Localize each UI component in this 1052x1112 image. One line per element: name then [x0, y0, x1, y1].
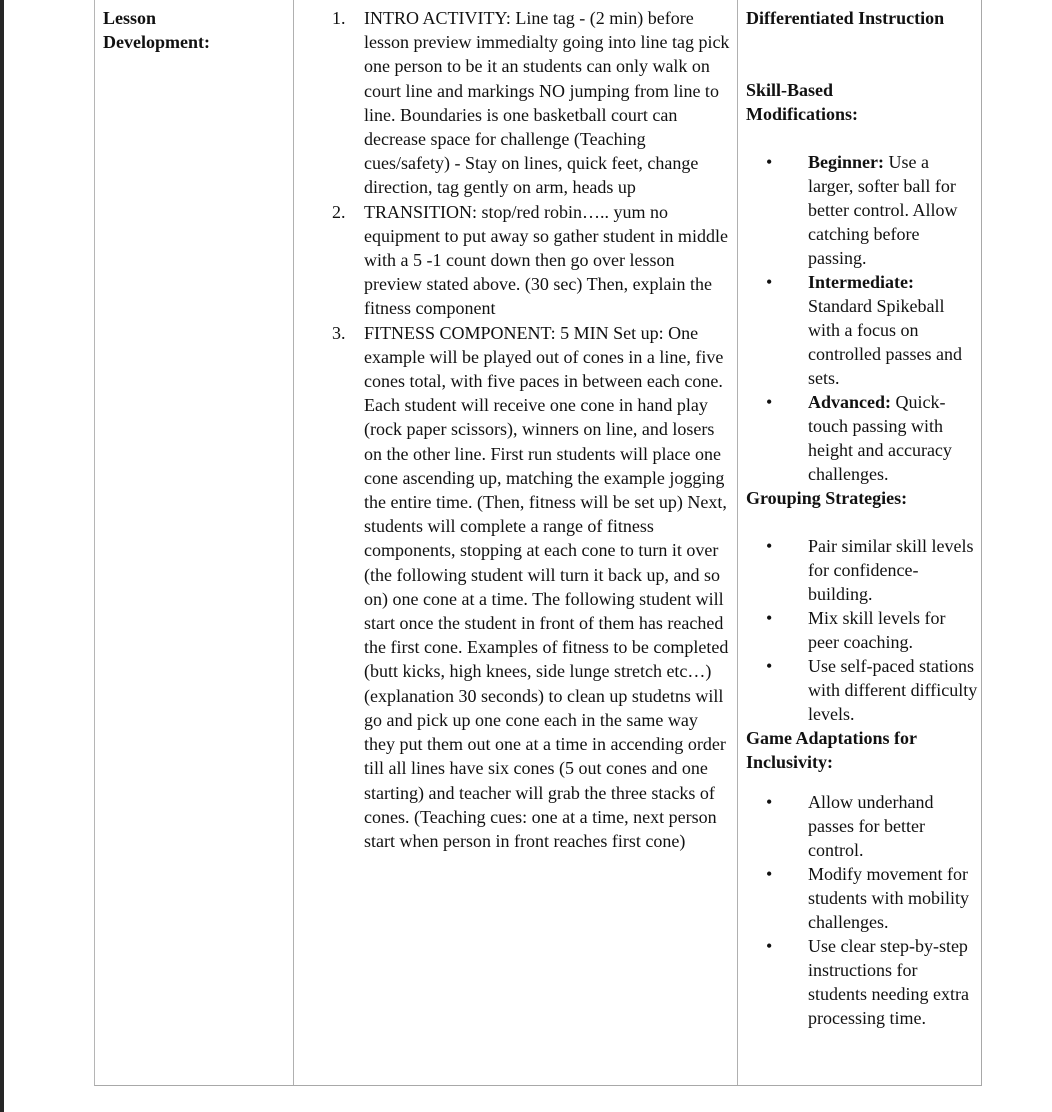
list-item [746, 790, 982, 862]
step-number: 3. [332, 322, 346, 343]
list-item [746, 862, 982, 934]
lesson-step [294, 321, 737, 853]
step-text: INTRO ACTIVITY: Line tag - (2 min) before lesson preview immedialty going into line tag pick one person to be it an students can only walk on court line and markings NO jumping from line to line. Boundaries is one basketball court can decrease space for challenge (Teaching cues/safety) - Stay on lines, quick feet, change direction, tag gently on arm, heads up [364, 8, 730, 198]
bullet-icon: • [766, 792, 773, 812]
lesson-steps-cell [294, 0, 738, 1085]
step-number: 2. [332, 201, 346, 222]
item-text: Mix skill levels for peer coaching. [808, 608, 946, 652]
skill-modifications-list [746, 150, 982, 486]
item-text: Quick-touch passing with height and accuracy challenges. [808, 392, 952, 484]
bullet-icon: • [766, 392, 773, 412]
step-text: TRANSITION: stop/red robin….. yum no equipment to put away so gather student in middle with a 5 -1 count down then go over lesson preview stated above. (30 sec) Then, explain the fitness component [364, 201, 728, 319]
lesson-step [294, 200, 737, 321]
item-text: Use self-paced stations with different difficulty levels. [808, 656, 978, 724]
list-item [746, 934, 982, 1030]
bullet-icon: • [766, 608, 773, 628]
section-heading-game-adaptations: Game Adaptations for Inclusivity: [746, 728, 917, 772]
item-lead: Intermediate: [808, 272, 914, 292]
row-label-cell [95, 0, 294, 1085]
item-text: Use clear step-by-step instructions for students needing extra processing time. [808, 936, 969, 1028]
list-item [746, 534, 982, 606]
item-lead: Advanced: [808, 392, 892, 412]
step-text: FITNESS COMPONENT: 5 MIN Set up: One example will be played out of cones in a line, five cones total, with five paces in between each cone. Each student will receive one cone in hand play (rock paper scissors), winners on line, and losers on the other line. First run students will place one cone ascending up, matching the example jogging the entire time. (Then, fitness will be set up) Next, students will complete a range of fitness components, stopping at each cone to turn it over (the following student will turn it back up, and so on) one cone at a time. The following student will start once the student in front of them has reached the first cone. Examples of fitness to be completed (butt kicks, high knees, side lunge stretch etc…) (explanation 30 seconds) to clean up studetns will go and pick up one cone each in the same way they put them out one at a time in accending order till all lines have six cones (5 out cones and one starting) and teacher will grab the three stacks of cones. (Teaching cues: one at a time, next person start when person in front reaches first cone) [364, 322, 729, 851]
list-item [746, 606, 982, 654]
section-heading-grouping: Grouping Strategies: [746, 488, 908, 508]
section-heading-skill: Skill-Based Modifications: [746, 80, 858, 124]
list-item [746, 390, 982, 486]
document-page [4, 0, 1052, 1112]
row-label: Lesson Development: [103, 8, 210, 52]
bullet-icon: • [766, 936, 773, 956]
grouping-strategies-list [746, 534, 982, 726]
list-item [746, 150, 982, 270]
bullet-icon: • [766, 536, 773, 556]
item-text: Pair similar skill levels for confidence-building. [808, 536, 974, 604]
bullet-icon: • [766, 152, 773, 172]
step-number: 1. [332, 8, 346, 28]
lesson-steps-list [294, 0, 737, 853]
item-text: Standard Spikeball with a focus on controlled passes and sets. [808, 296, 962, 388]
item-text: Use a larger, softer ball for better control. Allow catching before passing. [808, 152, 958, 268]
differentiated-title: Differentiated Instruction [746, 8, 945, 28]
item-text: Allow underhand passes for better control. [808, 792, 934, 860]
differentiated-instruction-cell [738, 0, 982, 1084]
lesson-plan-table [94, 0, 982, 1086]
bullet-icon: • [766, 272, 773, 292]
list-item [746, 270, 982, 390]
item-text: Modify movement for students with mobility challenges. [808, 864, 970, 932]
game-adaptations-list [746, 790, 982, 1030]
item-lead: Beginner: [808, 152, 884, 172]
bullet-icon: • [766, 656, 773, 676]
list-item [746, 654, 982, 726]
bullet-icon: • [766, 864, 773, 884]
lesson-step [294, 6, 737, 200]
